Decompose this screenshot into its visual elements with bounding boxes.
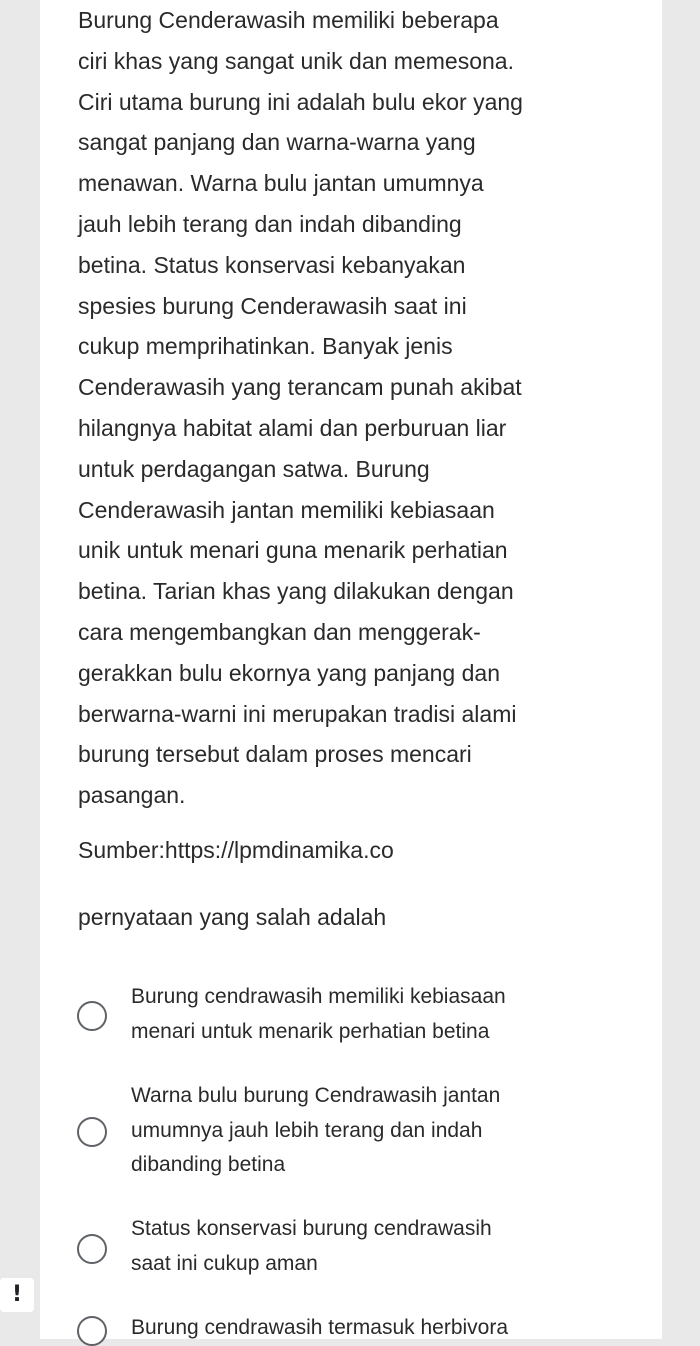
question-prompt: pernyataan yang salah adalah: [78, 904, 387, 930]
radio-button-4[interactable]: [77, 1316, 107, 1346]
reading-passage: Burung Cenderawasih memiliki beberapa ciri khas yang sangat unik dan memesona. Ciri utama burung ini adalah bulu ekor yang sangat panjang dan warna-warna yang menawan. Warna bulu jantan umumnya jauh lebih terang dan indah dibanding betina. Status konservasi kebanyakan spesies burung Cenderawasih saat ini cukup memprihatinkan. Banyak jenis Cenderawasih yang terancam punah akibat hilangnya habitat alami dan perburuan liar untuk perdagangan satwa. Burung Cenderawasih jantan memiliki kebiasaan unik untuk menari guna menarik perhatian betina. Tarian khas yang dilakukan dengan cara mengembangkan dan menggerak- gerakkan bulu ekornya yang panjang dan berwarna-warni ini merupakan tradisi alami burung tersebut dalam proses mencari pasangan.: [78, 7, 523, 809]
radio-button-1[interactable]: [77, 1001, 107, 1031]
question-card: [40, 0, 662, 1339]
option-label-2: Warna bulu burung Cendrawasih jantan umumnya jauh lebih terang dan indah dibanding betina: [131, 1084, 501, 1176]
radio-button-2[interactable]: [77, 1117, 107, 1147]
radio-button-3[interactable]: [77, 1234, 107, 1264]
option-label-1: Burung cendrawasih memiliki kebiasaan menari untuk menarik perhatian betina: [131, 985, 506, 1043]
alert-icon[interactable]: !: [0, 1278, 34, 1312]
passage-source: Sumber:https://lpmdinamika.co: [78, 837, 394, 863]
option-label-3: Status konservasi burung cendrawasih saat ini cukup aman: [131, 1217, 492, 1275]
option-label-4: Burung cendrawasih termasuk herbivora: [131, 1316, 509, 1339]
